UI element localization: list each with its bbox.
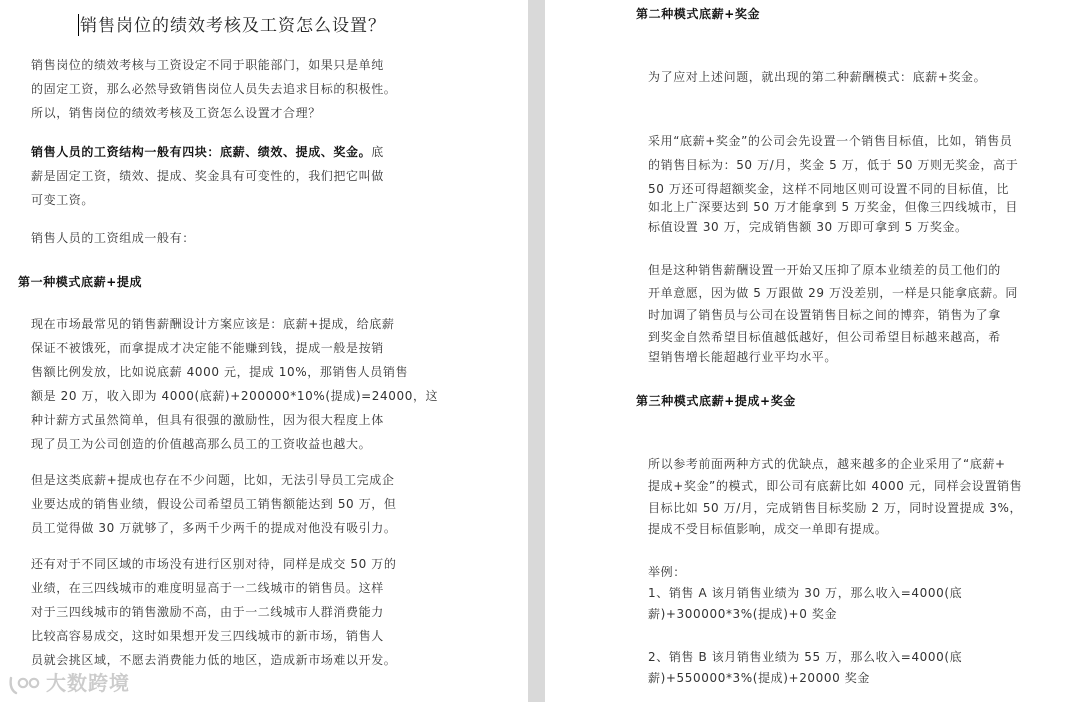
mode1-para1-line: 现在市场最常见的销售薪酬设计方案应该是：底薪+提成，给底薪 — [31, 317, 395, 331]
mode3-para1-line: 提成+奖金”的模式，即公司有底薪比如 4000 元，同样会设置销售 — [648, 479, 1023, 493]
intro-line: 的固定工资，那么必然导致销售岗位人员失去追求目标的积极性。 — [31, 82, 397, 96]
mode2-para1-line: 的销售目标为：50 万/月，奖金 5 万，低于 50 万则无奖金，高于 — [648, 158, 1019, 172]
mode2-para1-line: 采用“底薪+奖金”的公司会先设置一个销售目标值，比如，销售员 — [648, 134, 1013, 148]
composition-line: 销售人员的工资组成一般有： — [31, 231, 195, 245]
mode2-para1-line: 50 万还可得超额奖金，这样不同地区则可设置不同的目标值，比 — [648, 182, 1010, 196]
mode3-para1-line: 提成不受目标值影响，成交一单即有提成。 — [648, 522, 888, 536]
structure-line: 可变工资。 — [31, 193, 95, 207]
mode1-para1-line: 额是 20 万，收入即为 4000(底薪)+200000*10%(提成)=24000，这 — [31, 389, 439, 403]
mode3-heading: 第三种模式底薪+提成+奖金 — [636, 394, 796, 408]
mode2-para2-line: 到奖金自然希望目标值越低越好，但公司希望目标越来越高，希 — [648, 330, 1001, 344]
watermark-logo-icon — [8, 674, 42, 696]
mode1-para3-line: 业绩，在三四线城市的难度明显高于一二线城市的销售员。这样 — [31, 581, 384, 595]
mode1-para3-line: 还有对于不同区域的市场没有进行区别对待，同样是成交 50 万的 — [31, 557, 397, 571]
mode2-heading: 第二种模式底薪+奖金 — [636, 7, 761, 21]
mode1-para2-line: 业要达成的销售业绩，假设公司希望员工销售额能达到 50 万，但 — [31, 497, 397, 511]
intro-line: 销售岗位的绩效考核与工资设定不同于职能部门，如果只是单纯 — [31, 58, 384, 72]
mode2-para1-line: 如北上广深要达到 50 万才能拿到 5 万奖金，但像三四线城市，目 — [648, 200, 1018, 214]
mode2-para2-line: 时加调了销售员与公司在设置销售目标之间的博弈，销售为了拿 — [648, 308, 1001, 322]
mode1-para3-line: 员就会挑区域，不愿去消费能力低的地区，造成新市场难以开发。 — [31, 653, 397, 667]
mode2-para2-line: 望销售增长能超越行业平均水平。 — [648, 350, 838, 364]
structure-bold-text: 销售人员的工资结构一般有四块：底薪、绩效、提成、奖金。 — [31, 145, 372, 159]
mode1-para2-line: 但是这类底薪+提成也存在不少问题，比如，无法引导员工完成企 — [31, 473, 395, 487]
mode3-para1-line: 所以参考前面两种方式的优缺点，越来越多的企业采用了“底薪+ — [648, 457, 1006, 471]
mode1-para1-line: 保证不被饿死，而拿提成才决定能不能赚到钱，提成一般是按销 — [31, 341, 384, 355]
structure-line — [31, 141, 384, 165]
text-cursor — [78, 14, 79, 36]
structure-line: 薪是固定工资，绩效、提成、奖金具有可变性的，我们把它叫做 — [31, 169, 384, 183]
document-page-left — [0, 0, 528, 702]
watermark-text: 大数跨境 — [46, 671, 130, 695]
structure-continued-text: 底 — [371, 145, 384, 159]
intro-line: 所以，销售岗位的绩效考核及工资怎么设置才合理？ — [31, 106, 321, 120]
watermark — [8, 667, 130, 696]
mode1-para3-line: 对于三四线城市的销售激励不高，由于一二线城市人群消费能力 — [31, 605, 384, 619]
example2-line: 薪)+550000*3%(提成)+20000 奖金 — [648, 671, 870, 685]
example2-line: 2、销售 B 该月销售业绩为 55 万，那么收入=4000(底 — [648, 650, 963, 664]
document-title: 销售岗位的绩效考核及工资怎么设置？ — [80, 16, 386, 36]
mode1-para1-line: 现了员工为公司创造的价值越高那么员工的工资收益也越大。 — [31, 437, 372, 451]
example1-line: 薪)+300000*3%(提成)+0 奖金 — [648, 607, 838, 621]
document-page-right — [545, 0, 1080, 702]
mode1-heading: 第一种模式底薪+提成 — [18, 275, 143, 289]
mode3-para1-line: 目标比如 50 万/月，完成销售目标奖励 2 万，同时设置提成 3%， — [648, 501, 1023, 515]
mode2-intro: 为了应对上述问题，就出现的第二种薪酬模式：底薪+奖金。 — [648, 70, 987, 84]
mode1-para3-line: 比较高容易成交，这时如果想开发三四线城市的新市场，销售人 — [31, 629, 384, 643]
mode1-para1-line: 种计薪方式虽然简单，但具有很强的激励性，因为很大程度上体 — [31, 413, 384, 427]
mode2-para2-line: 但是这种销售薪酬设置一开始又压抑了原本业绩差的员工他们的 — [648, 263, 1001, 277]
mode2-para2-line: 开单意愿，因为做 5 万跟做 29 万没差别，一样是只能拿底薪。同 — [648, 286, 1018, 300]
mode1-para2-line: 员工觉得做 30 万就够了，多两千少两千的提成对他没有吸引力。 — [31, 521, 397, 535]
example-label: 举例： — [648, 565, 686, 579]
mode2-para1-line: 标值设置 30 万，完成销售额 30 万即可拿到 5 万奖金。 — [648, 220, 968, 234]
example1-line: 1、销售 A 该月销售业绩为 30 万，那么收入=4000(底 — [648, 586, 963, 600]
mode1-para1-line: 售额比例发放，比如说底薪 4000 元，提成 10%，那销售人员销售 — [31, 365, 409, 379]
